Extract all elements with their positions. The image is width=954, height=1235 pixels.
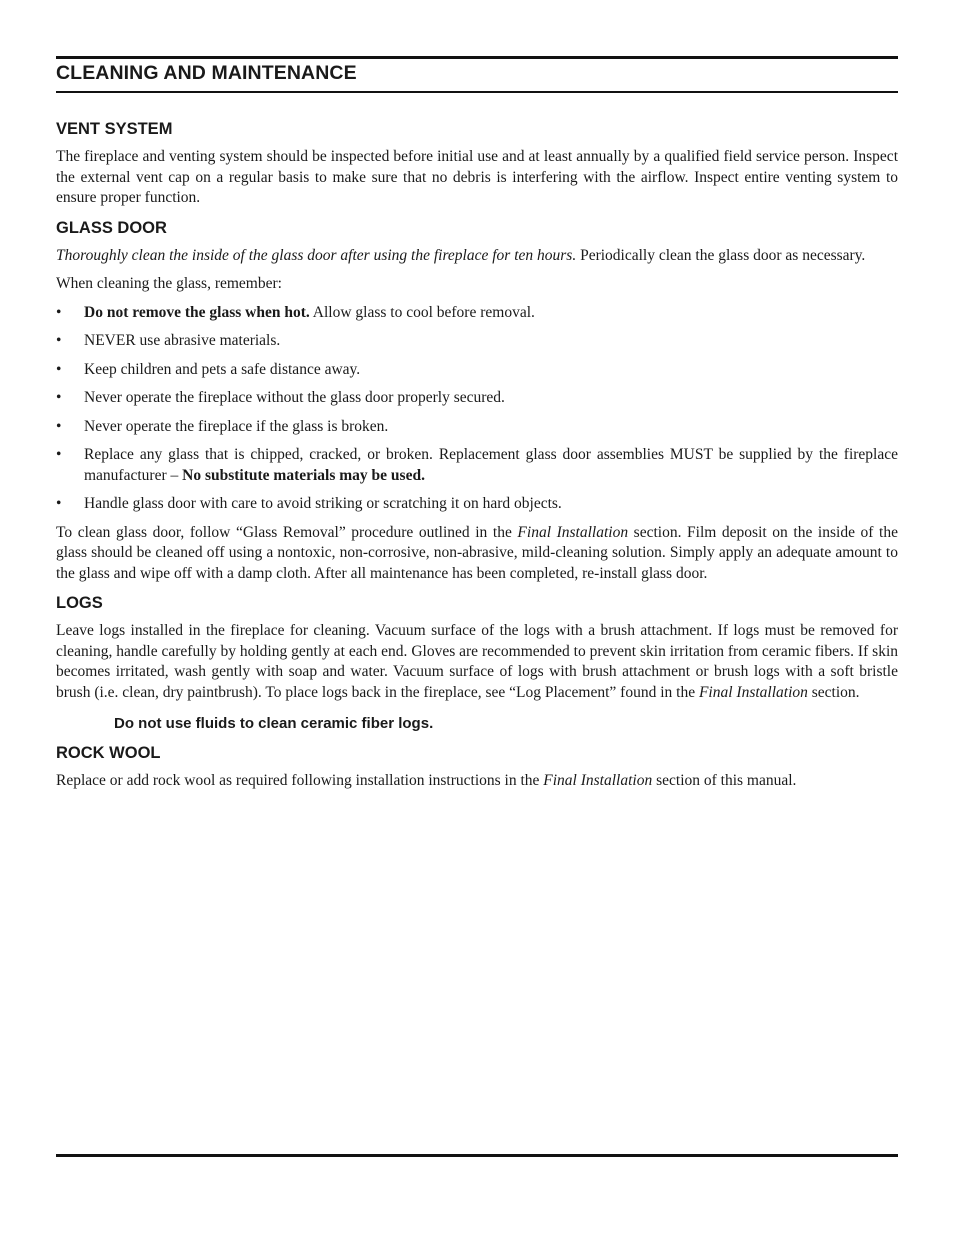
list-item	[56, 494, 898, 515]
title-bar	[56, 56, 898, 93]
logs-heading: LOGS	[56, 594, 103, 612]
footer-divider	[56, 1154, 898, 1157]
rock-text-2: section of this manual.	[652, 772, 797, 789]
page-title: CLEANING AND MAINTENANCE	[56, 62, 357, 84]
vent-heading: VENT SYSTEM	[56, 120, 173, 138]
b4-text: Never operate the fireplace without the glass door properly secured.	[84, 389, 505, 406]
bullet: •	[56, 332, 62, 349]
logs-text-1: Leave logs installed in the fireplace for cleaning. Vacuum surface of the logs with a brush attachment. If logs must be removed for cleaning, handle carefully by holding gently at each end. Gloves are recommended to prevent skin irritation from ceramic fibers. If skin becomes irritated, wash gently with soap and water. Vacuum surface of logs with brush attachment or brush logs with a soft bristle brush (i.e. clean, dry paintbrush). To place logs back in the fireplace, see “Log Placement” found in the	[56, 622, 898, 701]
b1-rest: Allow glass to cool before removal.	[309, 303, 535, 321]
b7-text: Handle glass door with care to avoid striking or scratching it on hard objects.	[84, 495, 562, 512]
glass-bullet-list	[56, 303, 898, 515]
logs-text-2: section.	[807, 683, 860, 701]
list-item	[56, 445, 898, 486]
bullet: •	[56, 417, 62, 435]
b1-bold: Do not remove the glass when hot.	[84, 303, 310, 321]
glass-intro-italic: Thoroughly clean the inside of the glass door after using the fireplace for ten hours.	[56, 246, 577, 264]
rock-paragraph	[56, 771, 898, 792]
glass-intro	[56, 246, 898, 267]
clean-text-1: To clean glass door, follow “Glass Removal” procedure outlined in the	[56, 523, 518, 541]
bullet: •	[56, 446, 62, 463]
bullet: •	[56, 303, 62, 321]
page-content	[56, 56, 898, 792]
section-rock-wool	[56, 743, 898, 792]
glass-intro-rest: Periodically clean the glass door as necessary.	[576, 246, 866, 264]
list-item	[56, 388, 898, 409]
b6-text: Replace any glass that is chipped, cracked, or broken. Replacement glass door assemblies MUST be supplied by the fireplace manufacturer –	[84, 446, 898, 484]
bullet: •	[56, 389, 62, 406]
b3-text: Keep children and pets a safe distance away.	[84, 360, 361, 378]
list-item	[56, 331, 898, 352]
logs-warning: Do not use fluids to clean ceramic fiber logs.	[114, 715, 434, 732]
rock-heading: ROCK WOOL	[56, 744, 161, 762]
glass-remember: When cleaning the glass, remember:	[56, 275, 282, 292]
rock-text-1: Replace or add rock wool as required following installation instructions in the	[56, 772, 544, 789]
vent-paragraph: The fireplace and venting system should be inspected before initial use and at least annually by a qualified field service person. Inspect the external vent cap on a regular basis to make sure that no debris is interfering with the airflow. Inspect entire venting system to ensure proper function.	[56, 148, 898, 206]
section-logs	[56, 593, 898, 734]
list-item	[56, 417, 898, 438]
b6-bold: No substitute materials may be used.	[182, 466, 425, 484]
logs-italic: Final Installation	[698, 683, 808, 701]
bullet: •	[56, 495, 62, 512]
glass-heading: GLASS DOOR	[56, 218, 167, 237]
logs-paragraph	[56, 621, 898, 703]
clean-text-2: section. Film deposit on the inside of the glass should be cleaned off using a nontoxic, non-corrosive, non-abrasive, mild-cleaning solution. Simply apply an adequate amount to the glass and wipe off with a damp cloth. After all maintenance has been completed, re-install glass door.	[56, 523, 898, 582]
bullet: •	[56, 360, 62, 378]
section-vent-system	[56, 119, 898, 209]
list-item	[56, 303, 898, 324]
b5-text: Never operate the fireplace if the glass is broken.	[84, 417, 389, 435]
clean-italic: Final Installation	[517, 523, 629, 541]
list-item	[56, 360, 898, 381]
glass-clean-paragraph	[56, 523, 898, 585]
b2-text: NEVER use abrasive materials.	[84, 332, 281, 349]
rock-italic: Final Installation	[543, 772, 653, 789]
section-glass-door	[56, 218, 898, 585]
